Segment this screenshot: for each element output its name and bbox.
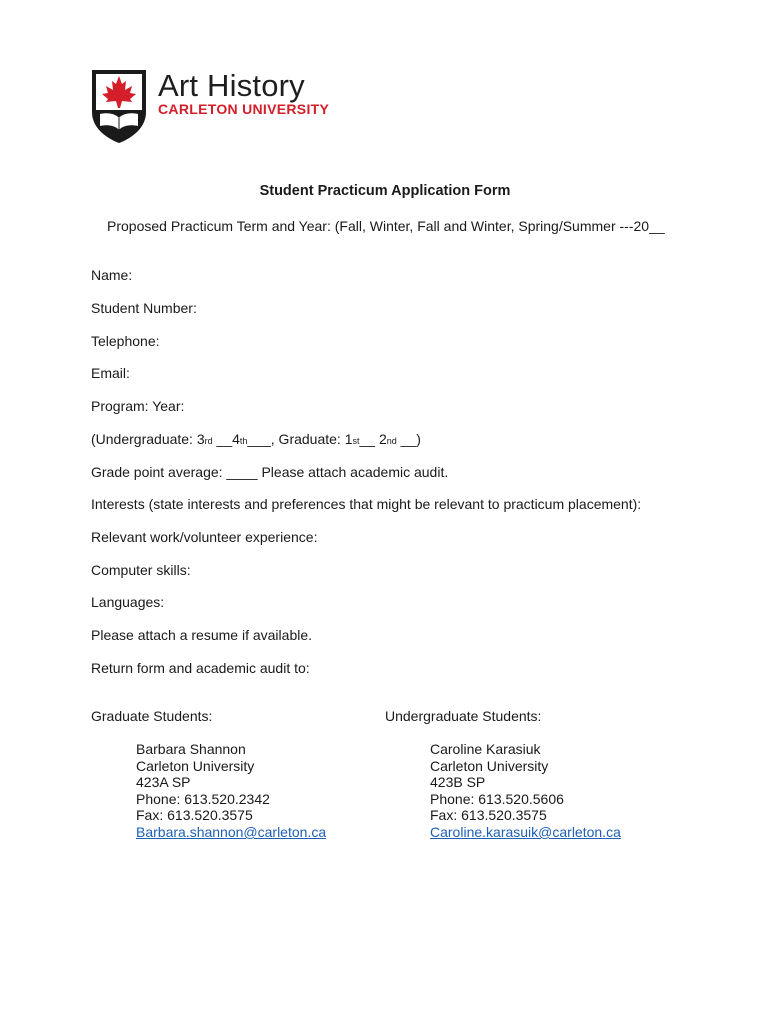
graduate-contact-name: Barbara Shannon — [136, 741, 246, 757]
graduate-contact-org: Carleton University — [136, 757, 255, 774]
year-text-2: __4 — [212, 431, 240, 447]
interests-line: Interests (state interests and preferences that might be relevant to practicum placement): — [91, 496, 642, 512]
graduate-heading: Graduate Students: — [91, 708, 213, 724]
languages-line: Languages: — [91, 594, 165, 610]
field-program-year: Program: Year: — [91, 398, 185, 414]
resume-line: Please attach a resume if available. — [91, 627, 313, 643]
graduate-contact-phone: Phone: 613.520.2342 — [136, 790, 270, 807]
year-text-3: ___, Graduate: 1 — [247, 431, 353, 447]
year-text-4: __ 2 — [359, 431, 387, 447]
graduate-contact-fax: Fax: 613.520.3575 — [136, 807, 253, 824]
year-sup-1: rd — [204, 436, 213, 446]
year-line — [91, 431, 421, 447]
department-name: Art History — [158, 68, 305, 103]
undergraduate-contact-room: 423B SP — [430, 774, 486, 791]
computer-skills-line: Computer skills: — [91, 562, 191, 578]
year-sup-3: st — [352, 436, 360, 446]
undergraduate-contact-org: Carleton University — [430, 757, 549, 774]
undergraduate-contact — [430, 741, 621, 841]
term-line: Proposed Practicum Term and Year: (Fall, Winter, Fall and Winter, Spring/Summer ---20__ — [107, 218, 665, 234]
undergraduate-contact-phone: Phone: 613.520.5606 — [430, 790, 564, 807]
undergraduate-contact-name: Caroline Karasiuk — [430, 741, 541, 757]
experience-line: Relevant work/volunteer experience: — [91, 529, 318, 545]
graduate-contact — [136, 741, 326, 841]
undergraduate-contact-fax: Fax: 613.520.3575 — [430, 807, 547, 824]
undergraduate-contact-email-link[interactable]: Caroline.karasuik@carleton.ca — [430, 823, 621, 840]
graduate-contact-email-link[interactable]: Barbara.shannon@carleton.ca — [136, 823, 327, 840]
field-email: Email: — [91, 365, 130, 381]
logo — [90, 68, 340, 148]
university-name: CARLETON UNIVERSITY — [158, 101, 330, 117]
carleton-shield-icon — [90, 68, 148, 144]
gpa-line: Grade point average: ____ Please attach academic audit. — [91, 464, 449, 480]
undergraduate-heading: Undergraduate Students: — [385, 708, 542, 724]
year-sup-4: nd — [386, 436, 397, 446]
field-name: Name: — [91, 267, 133, 283]
year-text-1: (Undergraduate: 3 — [91, 431, 205, 447]
form-title: Student Practicum Application Form — [259, 183, 511, 199]
year-sup-2: th — [239, 436, 248, 446]
return-line: Return form and academic audit to: — [91, 660, 310, 676]
year-text-5: __) — [396, 431, 421, 447]
field-student-number: Student Number: — [91, 300, 197, 316]
graduate-contact-room: 423A SP — [136, 774, 191, 791]
field-telephone: Telephone: — [91, 333, 160, 349]
